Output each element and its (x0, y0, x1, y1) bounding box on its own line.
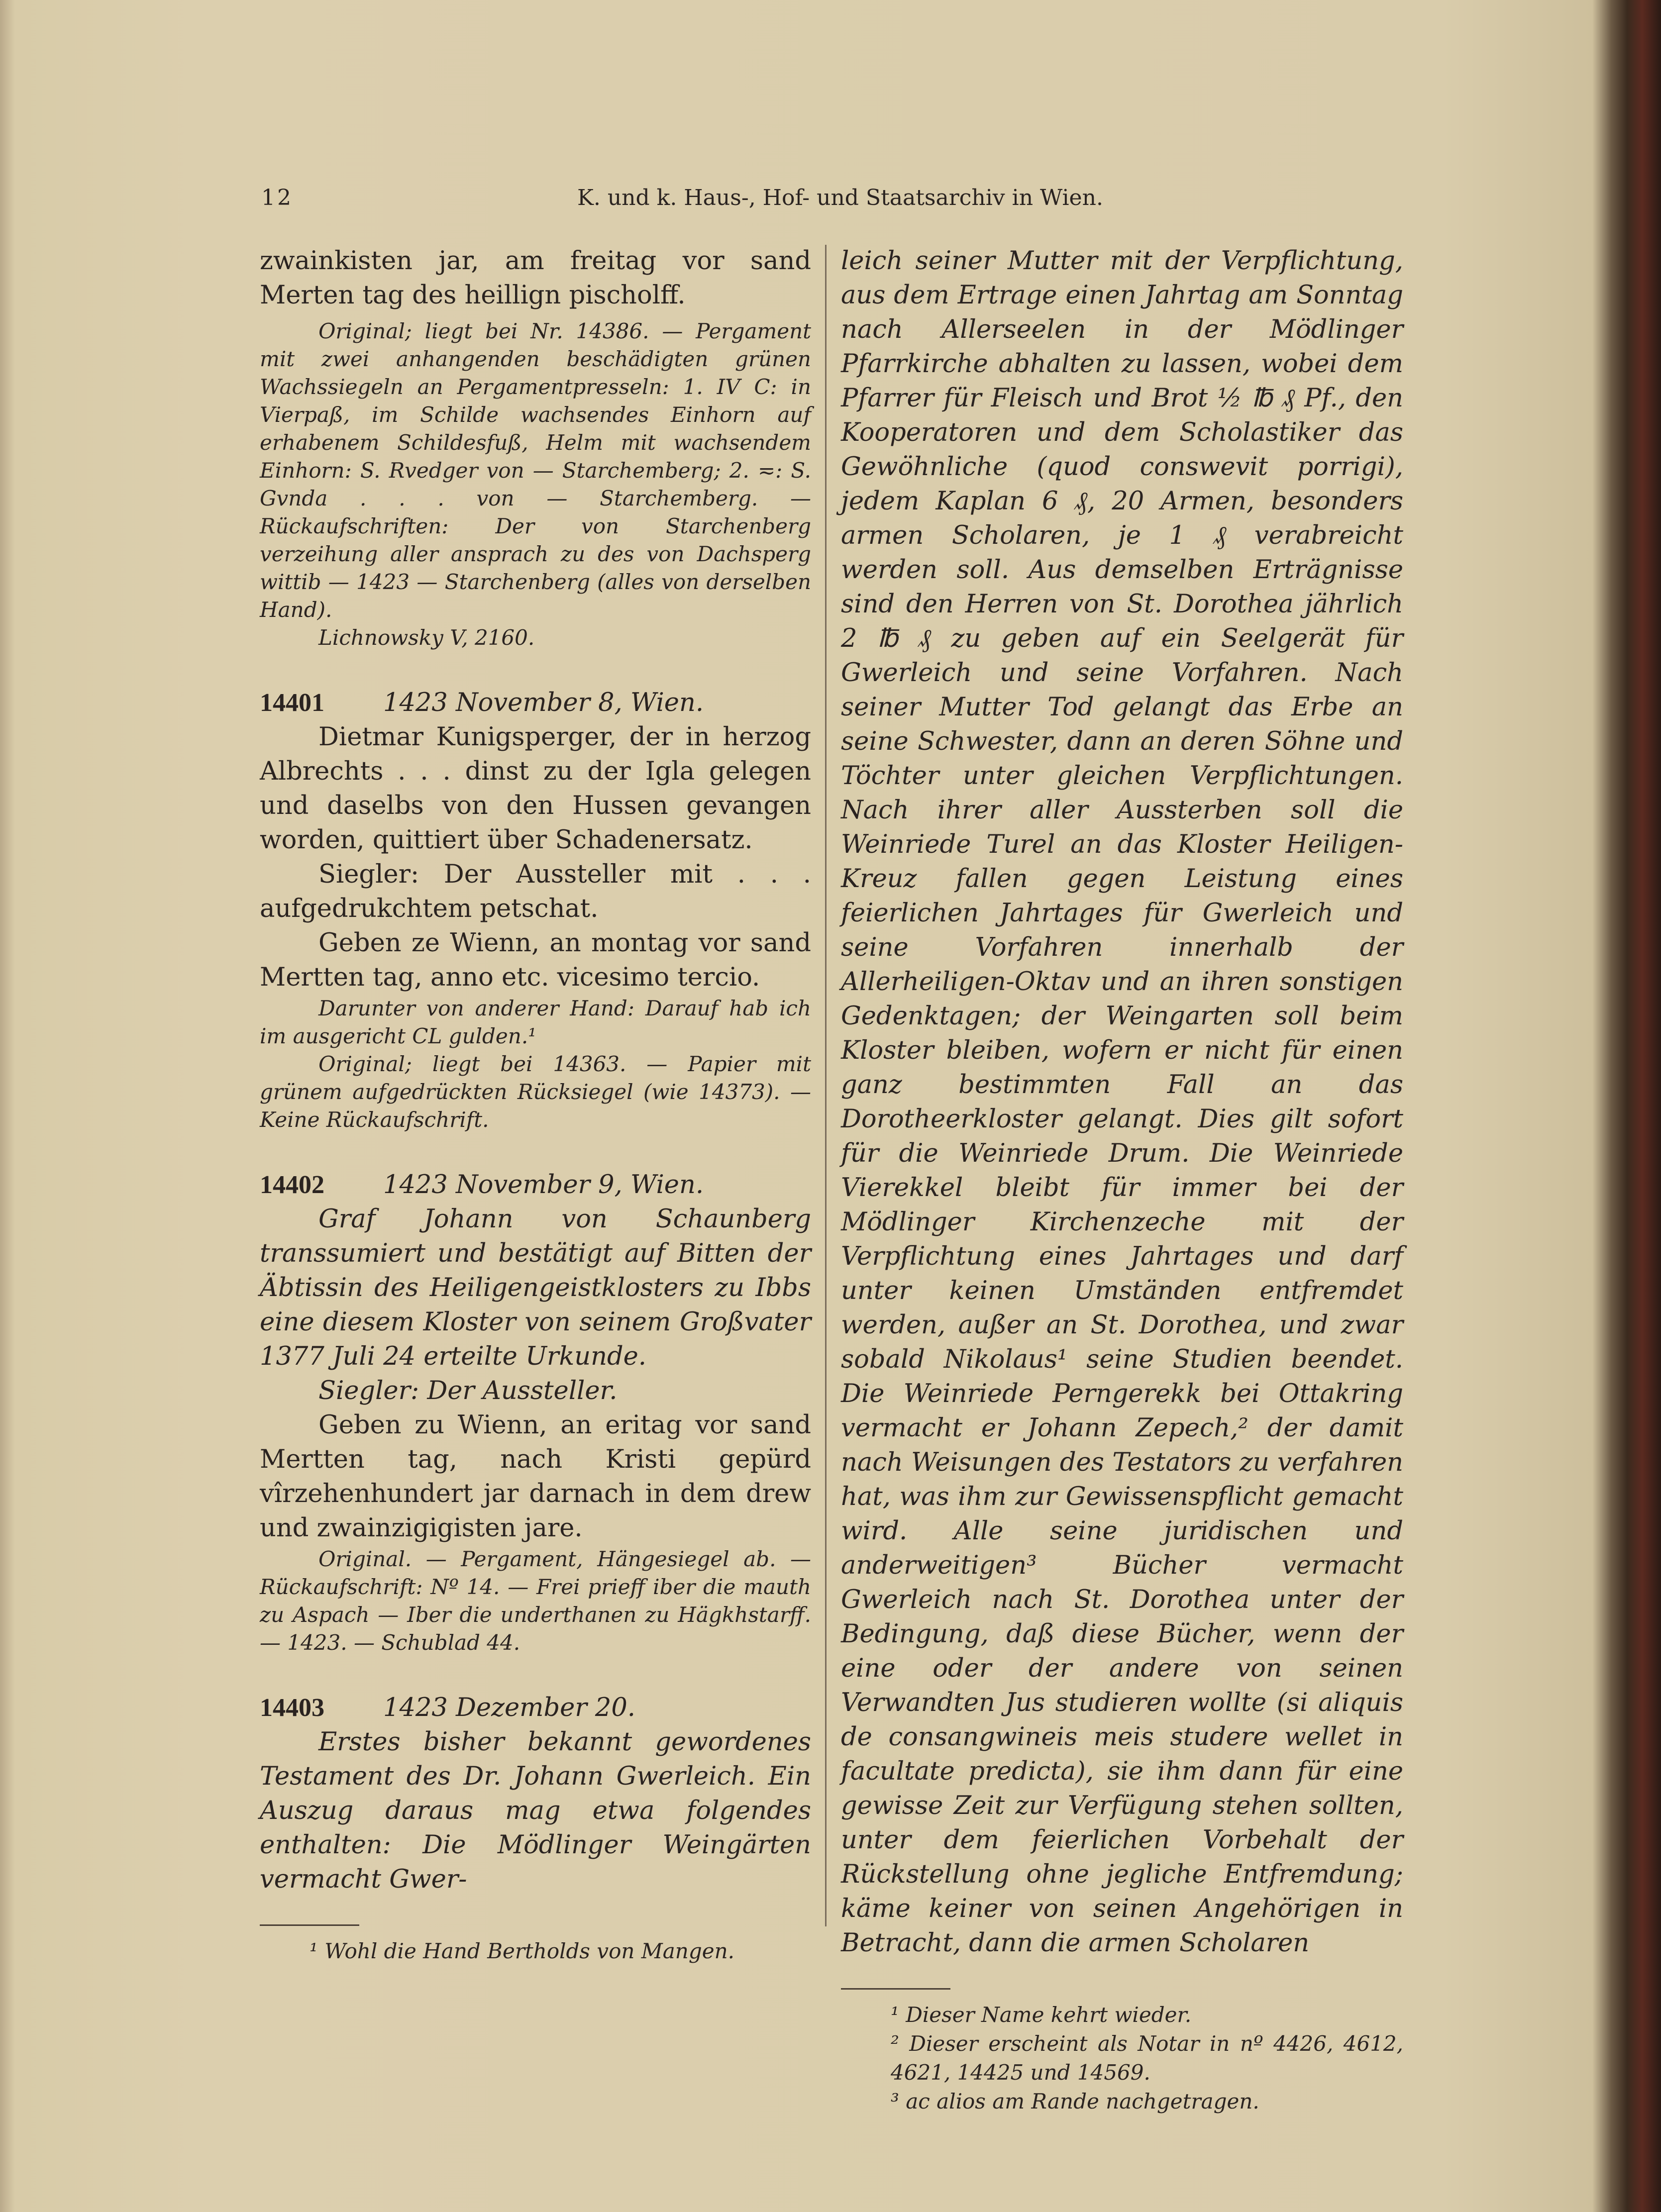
entry-sealer: Siegler: Der Aussteller mit . . . aufgedrukchtem petschat. (260, 860, 811, 923)
entry-note: Original. — Pergament, Hängesiegel ab. — Rückaufschrift: Nº 14. — Frei prieff iber die mauth zu Aspach — Iber die underthanen zu Hägkhstarff. — 1423. — Schublad 44. (260, 1547, 811, 1655)
entry-note: Darunter von anderer Hand: Darauf hab ich im ausgericht CL gulden.¹ (260, 996, 811, 1048)
entry-number: 14403 (260, 1694, 324, 1722)
footnote-rule (841, 1988, 950, 1990)
continuation-text: zwainkisten jar, am freitag vor sand Merten tag des heillign pischolff. (260, 246, 811, 310)
entry-14403 (260, 1691, 811, 1897)
entry-summary: Dietmar Kunigsperger, der in herzog Albrechts . . . dinst zu der Igla gelegen und daselbs von den Hussen gevangen worden, quittiert über Schadenersatz. (260, 722, 811, 855)
left-column (260, 244, 811, 1966)
footnote: ¹ Dieser Name kehrt wieder. (891, 2003, 1192, 2027)
column-divider (825, 245, 827, 1926)
entry-date: 1423 Dezember 20. (383, 1693, 636, 1722)
entry-date: 1423 November 9, Wien. (383, 1170, 704, 1200)
running-header (0, 185, 1611, 215)
entry-14402 (260, 1168, 811, 1657)
right-column (841, 244, 1403, 2116)
entry-dating-clause: Geben ze Wienn, an montag vor sand Mertten tag, anno etc. vicesimo tercio. (260, 928, 811, 992)
continuation-reference: Lichnowsky V, 2160. (318, 625, 535, 650)
entry-dating-clause: Geben zu Wienn, an eritag vor sand Mertten tag, nach Kristi gepürd vîrzehenhundert jar darnach in dem drew und zwainzigigisten jare. (260, 1410, 811, 1543)
entry-date: 1423 November 8, Wien. (383, 688, 704, 717)
entry-summary: Erstes bisher bekannt gewordenes Testament des Dr. Johann Gwerleich. Ein Auszug daraus mag etwa folgendes enthalten: Die Mödlinger Weingärten vermacht Gwer- (260, 1727, 811, 1894)
entry-number: 14402 (260, 1171, 324, 1199)
footnote-rule (260, 1924, 359, 1926)
footnote: ³ ac alios am Rande nachgetragen. (891, 2089, 1259, 2113)
footnote: ² Dieser erscheint als Notar in nº 4426, 4612, 4621, 14425 und 14569. (891, 2031, 1403, 2085)
entry-number: 14401 (260, 689, 324, 717)
entry-note: Original; liegt bei 14363. — Papier mit grünem aufgedrückten Rücksiegel (wie 14373). — Keine Rückaufschrift. (260, 1052, 811, 1132)
running-title: K. und k. Haus-, Hof- und Staatsarchiv in Wien. (577, 185, 1103, 210)
footnote: ¹ Wohl die Hand Bertholds von Mangen. (310, 1939, 734, 1963)
entry-sealer: Siegler: Der Aussteller. (318, 1376, 618, 1406)
continuation-note: Original; liegt bei Nr. 14386. — Pergament mit zwei anhangenden beschädigten grünen Wachssiegeln an Pergamentpresseln: 1. IV C: in Vierpaß, im Schilde wachsendes Einhorn auf erhabenem Schildesfuß, Helm mit wachsendem Einhorn: S. Rvedger von — Starchemberg; 2. ≂: S. Gvnda . . . von — Starchemberg. — Rückaufschriften: Der von Starchenberg verzeihung aller ansprach zu des von Dachsperg wittib — 1423 — Starchenberg (alles von derselben Hand). (260, 319, 811, 622)
testament-continuation: leich seiner Mutter mit der Verpflichtung, aus dem Ertrage einen Jahrtag am Sonntag nach Allerseelen in der Mödlinger Pfarrkirche abhalten zu lassen, wobei dem Pfarrer für Fleisch und Brot ½ ℔ ₰ Pf., den Kooperatoren und dem Scholastiker das Gewöhnliche (quod conswevit porrigi), jedem Kaplan 6 ₰, 20 Armen, besonders armen Scholaren, je 1 ₰ verabreicht werden soll. Aus demselben Erträgnisse sind den Herren von St. Dorothea jährlich 2 ℔ ₰ zu geben auf ein Seelgerät für Gwerleich und seine Vorfahren. Nach seiner Mutter Tod gelangt das Erbe an seine Schwester, dann an deren Söhne und Töchter unter gleichen Verpflichtungen. Nach ihrer aller Aussterben soll die Weinriede Turel an das Kloster Heiligen-Kreuz fallen gegen Leistung eines feierlichen Jahrtages für Gwerleich und seine Vorfahren innerhalb der Allerheiligen-Oktav und an ihren sonstigen Gedenktagen; der Weingarten soll beim Kloster bleiben, wofern er nicht für einen ganz bestimmten Fall an das Dorotheerkloster gelangt. Dies gilt sofort für die Weinriede Drum. Die Weinriede Vierekkel bleibt für immer bei der Mödlinger Kirchenzeche mit der Verpflichtung eines Jahrtages und darf unter keinen Umständen entfremdet werden, außer an St. Dorothea, und zwar sobald Nikolaus¹ seine Studien beendet. Die Weinriede Perngerekk bei Ottakring vermacht er Johann Zepech,² der damit nach Weisungen des Testators zu verfahren hat, was ihm zur Gewissenspflicht gemacht wird. Alle seine juridischen und anderweitigen³ Bücher vermacht Gwerleich nach St. Dorothea unter der Bedingung, daß diese Bücher, wenn der eine oder der andere von seinen Verwandten Jus studieren wollte (si aliquis de consangwineis meis studere wellet in facultate predicta), sie ihm dann für eine gewisse Zeit zur Verfügung stehen sollten, unter dem feierlichen Vorbehalt der Rückstellung ohne jegliche Entfremdung; käme keiner von seinen Angehörigen in Betracht, dann die armen Scholaren (841, 246, 1403, 1958)
page-number: 12 (261, 185, 293, 210)
entry-summary: Graf Johann von Schaunberg transsumiert und bestätigt auf Bitten der Äbtissin des Heiligengeistklosters zu Ibbs eine diesem Kloster von seinem Großvater 1377 Juli 24 erteilte Urkunde. (260, 1205, 811, 1371)
entry-14401 (260, 686, 811, 1134)
